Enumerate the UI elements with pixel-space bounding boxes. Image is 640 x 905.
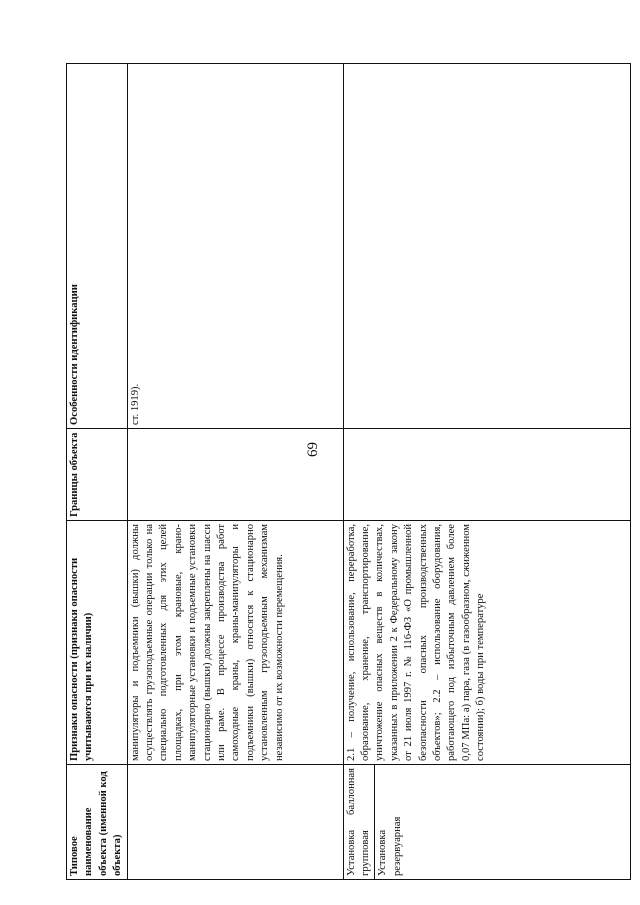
cell-object-name: Установка резервуарная [375,765,631,880]
table-header-row [67,64,128,880]
cell-object-borders [343,429,631,521]
table-row [127,64,343,880]
header-object-borders: Границы объекта [67,429,128,521]
cell-hazard-signs: 2.1 – получение, использование, переработка, образование, хранение, транспортирование, уничтожение опасных веществ в количествах, указанных в приложении 2 к Федеральному закону от 21 июля 1997 г. № 116-ФЗ «О промышленной безопасности опасных производственных объектов»; 2.2 – использование оборудования, работающего под избыточным давлением более 0,07 МПа: а) пара, газа (в газообразном, сжиженном состоянии); б) воды при температуре [343,521,631,765]
header-hazard-signs: Признаки опасности (признаки опасности учитываются при их наличии) [67,521,128,765]
identification-table [66,63,631,880]
header-object-name: Типовое наименование объекта (именной код объекта) [67,765,128,880]
cell-identification-features: ст. 1919). [127,64,343,429]
table-row [343,64,375,880]
cell-object-name: Установка баллонная групповая [343,765,375,880]
page-number: 69 [305,442,321,457]
header-identification-features: Особенности идентификации [67,64,128,429]
cell-object-borders [127,429,343,521]
cell-hazard-signs: манипуляторы и подъемники (вышки) должны осуществлять грузоподъемные операции только на специально подготовленных для этих целей площадках, при этом крановые, крано-манипуляторные установки и подъемные установки стационарно (вышки) должны закреплены на шасси или раме. В процессе производства работ самоходные краны, краны-манипуляторы и подъемники (вышки) относятся к стационарно установленным грузоподъемным механизмам независимо от их возможности перемещения. [127,521,343,765]
identification-table-wrapper [66,64,601,880]
cell-object-name [127,765,343,880]
cell-identification-features [343,64,631,429]
